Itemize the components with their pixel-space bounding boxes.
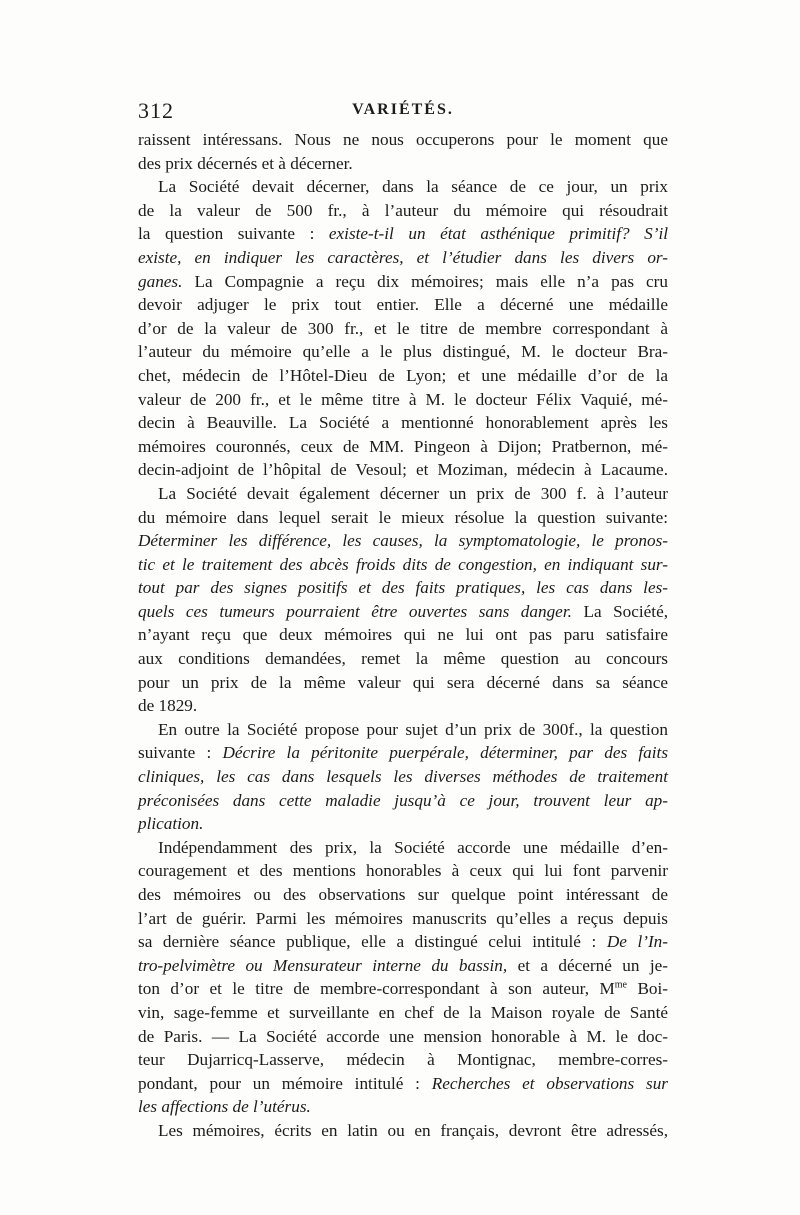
roman-text: decin à Beauville. La Société a mentionné honorablement après les [138, 413, 668, 433]
text-line [138, 647, 668, 671]
text-line [138, 836, 668, 860]
text-line [138, 340, 668, 364]
text-line [138, 270, 668, 294]
roman-text: raissent intéressans. Nous ne nous occuperons pour le moment que [138, 130, 668, 149]
text-line [138, 576, 668, 600]
roman-text: La Compagnie a reçu dix mémoires; mais elle n’a pas cru [182, 271, 668, 291]
roman-text: La Société devait également décerner un prix de 300 f. à l’auteur [158, 483, 668, 503]
italic-text: tout par des signes positifs et des faits pratiques, les cas dans les- [138, 578, 668, 598]
roman-text: de Paris. — La Société accorde une mension honorable à M. le doc- [138, 1026, 668, 1046]
text-line [138, 364, 668, 388]
roman-text: des mémoires ou des observations sur quelque point intéressant de [138, 885, 668, 904]
roman-text: de la valeur de 500 fr., à l’auteur du mémoire qui résoudrait [138, 200, 668, 220]
text-line [138, 1119, 668, 1143]
roman-text: vin, sage-femme et surveillante en chef de la Maison royale de Santé [138, 1002, 668, 1022]
text-line [138, 977, 668, 1001]
italic-text: tic et le traitement des abcès froids dits de congestion, en indiquant sur- [138, 554, 668, 574]
roman-text: Boi- [626, 979, 668, 999]
roman-text: de 1829. [138, 696, 198, 716]
text-line [138, 789, 668, 813]
roman-text: valeur de 200 fr., et le même titre à M. le docteur Félix Vaquié, mé- [138, 389, 668, 409]
italic-text: tro-pelvimètre ou Mensurateur interne du bassin, [138, 955, 508, 975]
roman-text: Indépendamment des prix, la Société accorde une médaille d’en- [158, 837, 668, 857]
page-number: 312 [138, 98, 174, 123]
text-line [138, 907, 668, 931]
roman-text: d’or de la valeur de 300 fr., et le titre de membre correspondant à [138, 318, 668, 338]
roman-text: teur Dujarricq-Lasserve, médecin à Montignac, membre-corres- [138, 1050, 668, 1070]
roman-text: devoir adjuger le prix tout entier. Elle a décerné une médaille [138, 295, 668, 315]
text-line [138, 600, 668, 624]
roman-text: sa dernière séance publique, elle a distingué celui intitulé : [138, 932, 607, 952]
italic-text: les affections de l’utérus. [138, 1097, 311, 1117]
italic-text: préconisées dans cette maladie jusqu’à ce jour, trouvent leur ap- [138, 790, 668, 810]
text-line [138, 623, 668, 647]
roman-text: des prix décernés et à décerner. [138, 153, 353, 173]
text-line [138, 411, 668, 435]
italic-text: quels ces tumeurs pourraient être ouvertes sans danger. [138, 601, 572, 621]
roman-text: aux conditions demandées, remet la même question au concours [138, 649, 668, 669]
roman-text: n’ayant reçu que deux mémoires qui ne lui ont pas paru satisfaire [138, 625, 668, 645]
roman-text: et a décerné un je- [507, 955, 668, 975]
text-line [138, 458, 668, 482]
superscript-text: me [614, 979, 627, 991]
text-line [138, 152, 668, 176]
text-line [138, 293, 668, 317]
text-line [138, 1001, 668, 1025]
roman-text: En outre la Société propose pour sujet d’un prix de 300f., la question [158, 719, 668, 739]
italic-text: existe, en indiquer les caractères, et l’étudier dans les divers or- [138, 247, 668, 267]
roman-text: decin-adjoint de l’hôpital de Vesoul; et Moziman, médecin à Lacaume. [138, 460, 668, 480]
text-line [138, 222, 668, 246]
roman-text: ton d’or et le titre de membre-correspondant à son auteur, M [138, 979, 615, 999]
italic-text: Déterminer les différence, les causes, la symptomatologie, le pronos- [138, 531, 668, 551]
text-line [138, 317, 668, 341]
roman-text: l’auteur du mémoire qu’elle a le plus distingué, M. le docteur Bra- [138, 342, 668, 362]
running-head: VARIÉTÉS. [352, 101, 454, 118]
roman-text: mémoires couronnés, ceux de MM. Pingeon à Dijon; Pratbernon, mé- [138, 436, 668, 456]
text-line [138, 388, 668, 412]
text-line [138, 128, 668, 152]
text-line [138, 883, 668, 907]
italic-text: ganes. [138, 271, 183, 291]
italic-text: existe-t-il un état asthénique primitif? S’il [328, 224, 669, 244]
roman-text: du mémoire dans lequel serait le mieux résolue la question suivante: [138, 507, 668, 527]
text-line [138, 694, 668, 718]
text-line [138, 1095, 668, 1119]
text-line [138, 1048, 668, 1072]
italic-text: plication. [138, 814, 204, 834]
text-line [138, 553, 668, 577]
text-line [138, 954, 668, 978]
text-line [138, 859, 668, 883]
text-line [138, 1072, 668, 1096]
roman-text: couragement et des mentions honorables à ceux qui lui font parvenir [138, 861, 668, 881]
text-line [138, 246, 668, 270]
text-line [138, 529, 668, 553]
roman-text: pondant, pour un mémoire intitulé : [138, 1073, 432, 1093]
text-line [138, 199, 668, 223]
roman-text: La Société devait décerner, dans la séance de ce jour, un prix [158, 177, 668, 197]
italic-text: De l’In- [606, 932, 668, 952]
text-line [138, 741, 668, 765]
italic-text: Décrire la péritonite puerpérale, déterminer, par des faits [222, 743, 669, 763]
text-line [138, 482, 668, 506]
text-line [138, 718, 668, 742]
text-line [138, 671, 668, 695]
text-line [138, 175, 668, 199]
roman-text: chet, médecin de l’Hôtel-Dieu de Lyon; et une médaille d’or de la [138, 365, 668, 385]
page-header [138, 98, 668, 126]
roman-text: suivante : [138, 743, 223, 763]
roman-text: pour un prix de la même valeur qui sera décerné dans sa séance [138, 672, 668, 692]
italic-text: cliniques, les cas dans lesquels les diverses méthodes de traitement [138, 767, 668, 787]
text-line [138, 435, 668, 459]
roman-text: Les mémoires, écrits en latin ou en français, devront être adressés, [158, 1120, 668, 1140]
roman-text: l’art de guérir. Parmi les mémoires manuscrits qu’elles a reçus depuis [138, 908, 668, 928]
text-line [138, 930, 668, 954]
roman-text: La Société, [571, 601, 669, 621]
text-line [138, 506, 668, 530]
body-text [138, 128, 668, 1143]
italic-text: Recherches et observations sur [431, 1073, 668, 1093]
roman-text: la question suivante : [138, 224, 329, 244]
text-line [138, 812, 668, 836]
text-line [138, 765, 668, 789]
text-line [138, 1025, 668, 1049]
